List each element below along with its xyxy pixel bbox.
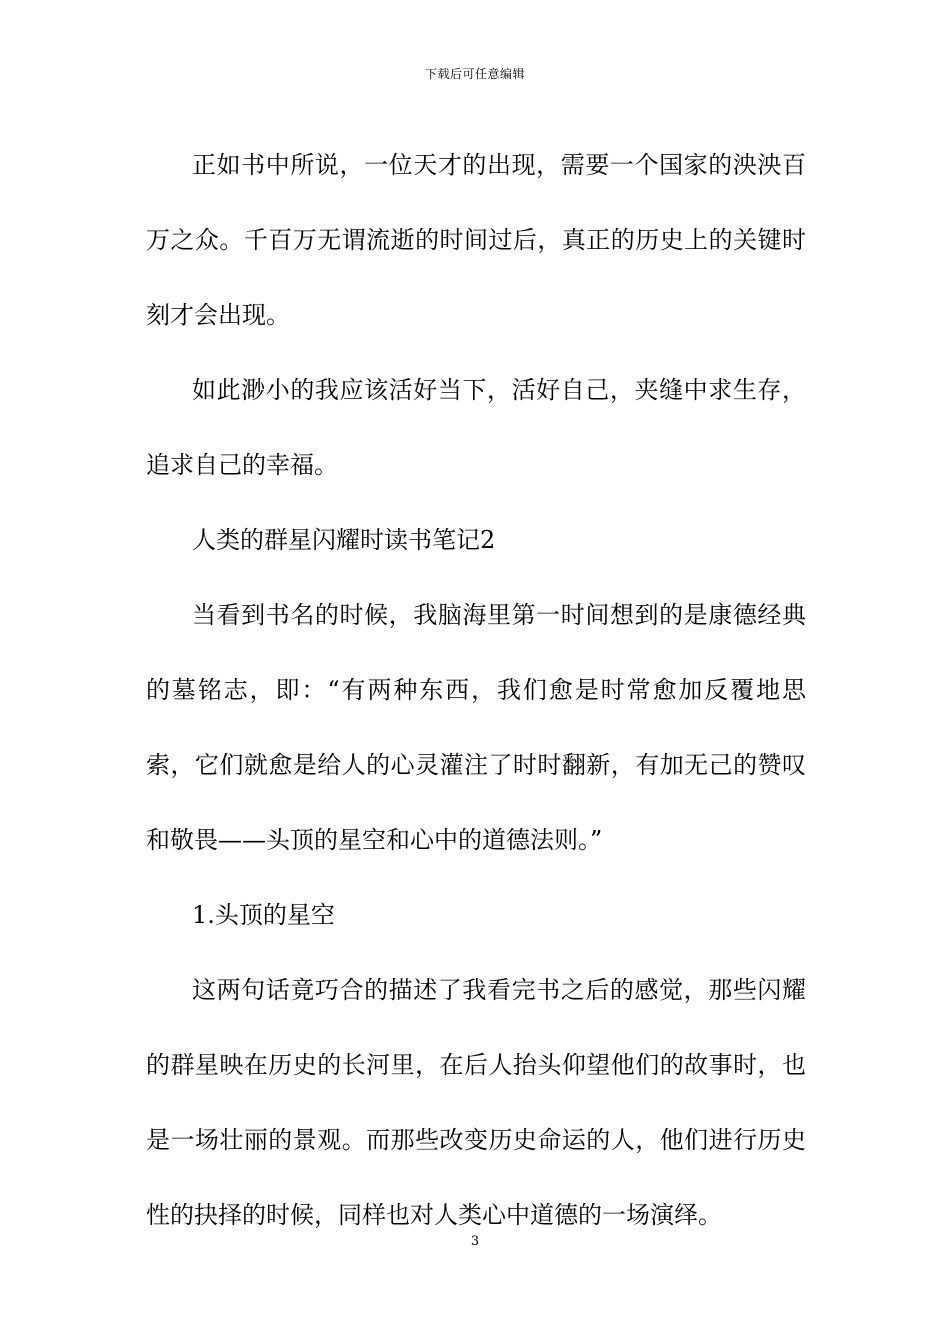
document-body xyxy=(146,128,806,1253)
page-number: 3 xyxy=(470,1234,480,1249)
paragraph: 这两句话竟巧合的描述了我看完书之后的感觉，那些闪耀的群星映在历史的长河里，在后人抬头仰望他们的故事时，也是一场壮丽的景观。而那些改变历史命运的人，他们进行历史性的抉择的时候，同样也对人类心中道德的一场演绎。 xyxy=(146,976,806,1229)
paragraph: 当看到书名的时候，我脑海里第一时间想到的是康德经典的墓铭志，即：“有两种东西，我们愈是时常愈加反覆地思索，它们就愈是给人的心灵灌注了时时翻新，有加无己的赞叹和敬畏——头顶的星空和心中的道德法则。” xyxy=(146,601,806,854)
paragraph: 正如书中所说，一位天才的出现，需要一个国家的泱泱百万之众。千百万无谓流逝的时间过后，真正的历史上的关键时刻才会出现。 xyxy=(146,151,806,329)
subsection-heading: 1.头顶的星空 xyxy=(192,901,335,929)
paragraph: 如此渺小的我应该活好当下，活好自己，夹缝中求生存，追求自己的幸福。 xyxy=(146,376,806,479)
section-title: 人类的群星闪耀时读书笔记2 xyxy=(192,526,496,554)
page-header: 下载后可任意编辑 xyxy=(424,67,525,81)
